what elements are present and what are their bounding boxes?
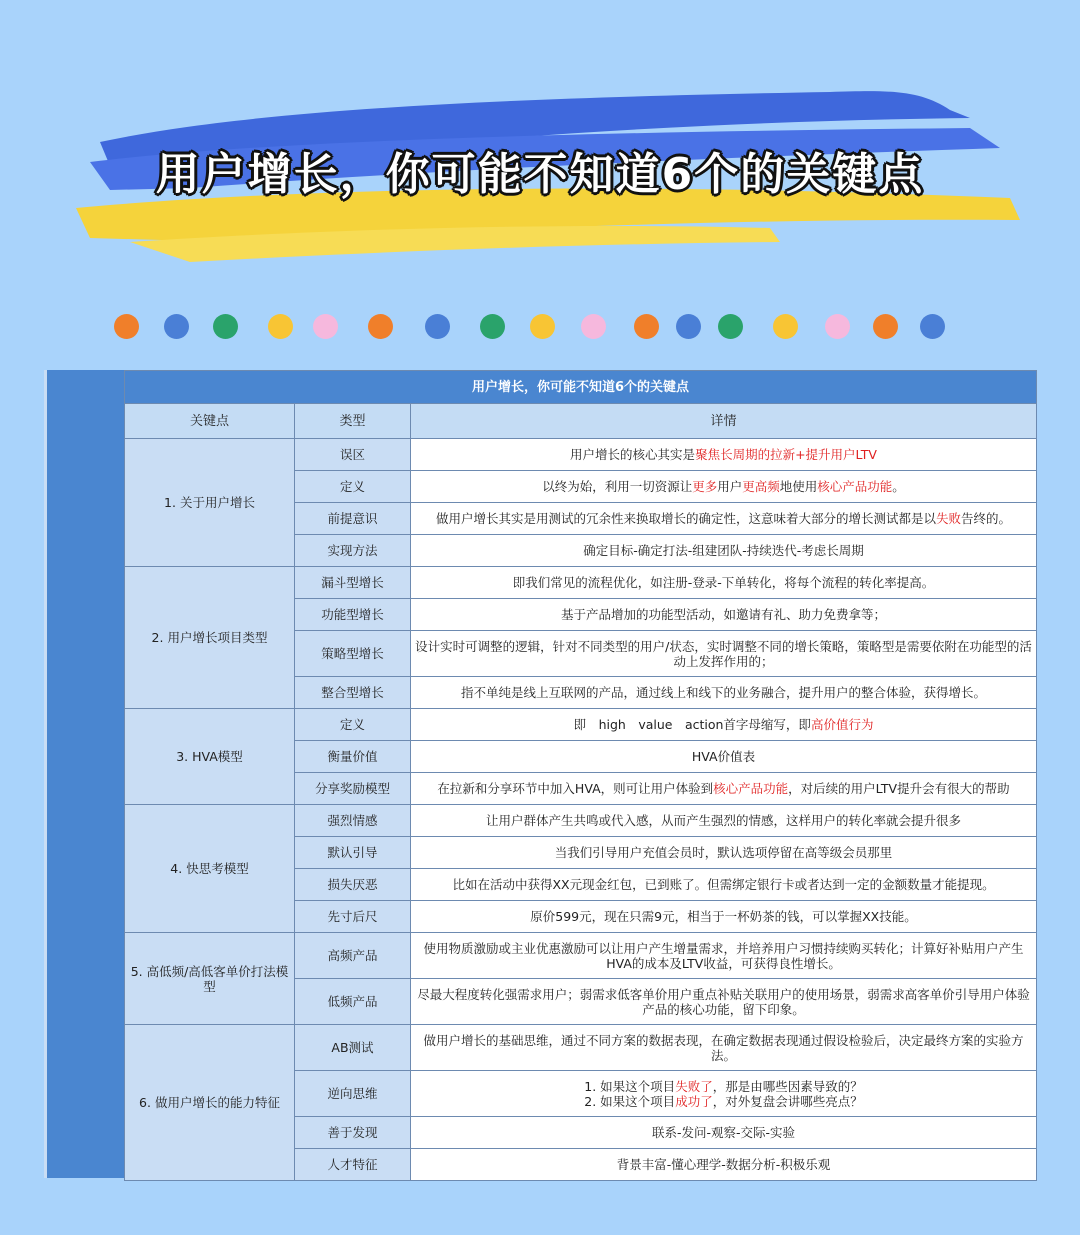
- detail-text: 基于产品增加的功能型活动，如邀请有礼、助力免费拿等；: [561, 607, 887, 622]
- detail-text: 地使用: [779, 479, 818, 494]
- detail-cell: [411, 1149, 1037, 1181]
- type-cell: 定义: [295, 709, 411, 741]
- detail-cell: [411, 805, 1037, 837]
- table-row: [125, 1025, 1037, 1071]
- type-cell: 漏斗型增长: [295, 567, 411, 599]
- detail-cell: [411, 631, 1037, 677]
- decor-dot: [773, 314, 798, 339]
- table-header-row: [125, 404, 1037, 439]
- decor-dot: [676, 314, 701, 339]
- table-row: [125, 439, 1037, 471]
- column-header-key-point: 关键点: [125, 404, 295, 439]
- highlight-text: 核心产品功能: [817, 479, 893, 494]
- type-cell: 衡量价值: [295, 741, 411, 773]
- key-point-cell: 3. HVA模型: [125, 709, 295, 805]
- detail-cell: [411, 773, 1037, 805]
- highlight-text: 核心产品功能: [713, 781, 789, 796]
- key-point-cell: 5. 高低频/高低客单价打法模型: [125, 933, 295, 1025]
- type-cell: AB测试: [295, 1025, 411, 1071]
- decor-dot: [425, 314, 450, 339]
- type-cell: 人才特征: [295, 1149, 411, 1181]
- spreadsheet: [44, 370, 1036, 1178]
- highlight-text: 更高频: [742, 479, 780, 494]
- decor-dot: [213, 314, 238, 339]
- detail-cell: [411, 503, 1037, 535]
- column-header-type: 类型: [295, 404, 411, 439]
- detail-text: 1. 如果这个项目: [584, 1078, 676, 1094]
- table-row: [125, 805, 1037, 837]
- dot-row: [114, 314, 974, 340]
- detail-text: 告终的。: [961, 511, 1012, 526]
- highlight-text: 失败了: [675, 1078, 713, 1094]
- decor-dot: [480, 314, 505, 339]
- detail-text: 。: [892, 479, 905, 494]
- decor-dot: [114, 314, 139, 339]
- sheet-side-stripe: [44, 370, 47, 1178]
- detail-text: 使用物质激励或主业优惠激励可以让用户产生增量需求，并培养用户习惯持续购买转化；计算好补贴用户产生HVA的成本及LTV收益，可获得良性增长。: [423, 940, 1024, 971]
- detail-cell: [411, 869, 1037, 901]
- highlight-text: 聚焦长周期的拉新+提升用户LTV: [695, 447, 877, 462]
- detail-text: 指不单纯是线上互联网的产品，通过线上和线下的业务融合，提升用户的整合体验，获得增长。: [461, 685, 987, 700]
- detail-text: 用户增长的核心其实是: [570, 447, 696, 462]
- decor-dot: [634, 314, 659, 339]
- detail-text: ，对外复盘会讲哪些亮点？: [712, 1093, 863, 1109]
- type-cell: 默认引导: [295, 837, 411, 869]
- table-title: 用户增长，你可能不知道6个的关键点: [125, 371, 1037, 404]
- decor-dot: [873, 314, 898, 339]
- decor-dot: [313, 314, 338, 339]
- highlight-text: 失败: [936, 511, 962, 526]
- decor-dot: [164, 314, 189, 339]
- key-point-cell: 2. 用户增长项目类型: [125, 567, 295, 709]
- highlight-text: 成功了: [675, 1093, 713, 1109]
- type-cell: 整合型增长: [295, 677, 411, 709]
- detail-cell: [411, 439, 1037, 471]
- type-cell: 损失厌恶: [295, 869, 411, 901]
- detail-cell: [411, 837, 1037, 869]
- type-cell: 逆向思维: [295, 1071, 411, 1117]
- detail-cell: [411, 979, 1037, 1025]
- detail-text: ，那是由哪些因素导致的？: [712, 1078, 863, 1094]
- detail-text: 即我们常见的流程优化，如注册-登录-下单转化，将每个流程的转化率提高。: [512, 575, 935, 590]
- decor-dot: [581, 314, 606, 339]
- detail-text: 在拉新和分享环节中加入HVA，则可让用户体验到: [437, 781, 714, 796]
- detail-cell: [411, 933, 1037, 979]
- detail-text: 让用户群体产生共鸣或代入感，从而产生强烈的情感，这样用户的转化率就会提升很多: [486, 813, 962, 828]
- detail-text: 做用户增长其实是用测试的冗余性来换取增长的确定性，这意味着大部分的增长测试都是以: [435, 511, 936, 526]
- key-point-cell: 1. 关于用户增长: [125, 439, 295, 567]
- type-cell: 强烈情感: [295, 805, 411, 837]
- detail-cell: [411, 1025, 1037, 1071]
- type-cell: 误区: [295, 439, 411, 471]
- type-cell: 策略型增长: [295, 631, 411, 677]
- detail-text: 确定目标-确定打法-组建团队-持续迭代-考虑长周期: [583, 543, 864, 558]
- detail-cell: [411, 599, 1037, 631]
- table-row: [125, 933, 1037, 979]
- detail-text: HVA价值表: [691, 749, 756, 764]
- decor-dot: [825, 314, 850, 339]
- highlight-text: 更多: [692, 479, 718, 494]
- type-cell: 先寸后尺: [295, 901, 411, 933]
- decor-dot: [718, 314, 743, 339]
- detail-text: 设计实时可调整的逻辑，针对不同类型的用户/状态，实时调整不同的增长策略，策略型是需要依附在功能型的活动上发挥作用的；: [415, 638, 1032, 669]
- detail-cell: [411, 1071, 1037, 1117]
- highlight-text: 高价值行为: [810, 717, 874, 732]
- detail-cell: [411, 709, 1037, 741]
- type-cell: 善于发现: [295, 1117, 411, 1149]
- detail-cell: [411, 535, 1037, 567]
- table-row: [125, 567, 1037, 599]
- decor-dot: [368, 314, 393, 339]
- detail-cell: [411, 471, 1037, 503]
- page-title: 用户增长，你可能不知道6个的关键点: [155, 149, 925, 200]
- key-points-table: [124, 370, 1037, 1181]
- detail-text: 2. 如果这个项目: [584, 1093, 676, 1109]
- key-point-cell: 6. 做用户增长的能力特征: [125, 1025, 295, 1181]
- type-cell: 前提意识: [295, 503, 411, 535]
- detail-cell: [411, 741, 1037, 773]
- detail-cell: [411, 677, 1037, 709]
- detail-text: 当我们引导用户充值会员时，默认选项停留在高等级会员那里: [554, 845, 893, 860]
- decor-dot: [920, 314, 945, 339]
- detail-text: 做用户增长的基础思维，通过不同方案的数据表现，在确定数据表现通过假设检验后，决定最终方案的实验方法。: [423, 1032, 1024, 1063]
- decor-dot: [530, 314, 555, 339]
- type-cell: 定义: [295, 471, 411, 503]
- detail-text: 原价599元，现在只需9元，相当于一杯奶茶的钱，可以掌握XX技能。: [530, 909, 917, 924]
- type-cell: 实现方法: [295, 535, 411, 567]
- detail-text: 比如在活动中获得XX元现金红包，已到账了。但需绑定银行卡或者达到一定的金额数量才能提现。: [452, 877, 995, 892]
- detail-cell: [411, 901, 1037, 933]
- column-header-detail: 详情: [411, 404, 1037, 439]
- detail-text: 即 high value action首字母缩写，即: [573, 717, 811, 732]
- type-cell: 高频产品: [295, 933, 411, 979]
- type-cell: 分享奖励模型: [295, 773, 411, 805]
- detail-cell: [411, 567, 1037, 599]
- detail-text: 背景丰富-懂心理学-数据分析-积极乐观: [616, 1157, 831, 1172]
- table-row: [125, 709, 1037, 741]
- detail-text: 以终为始，利用一切资源让: [542, 479, 693, 494]
- detail-cell: [411, 1117, 1037, 1149]
- type-cell: 低频产品: [295, 979, 411, 1025]
- sheet-side-column: [44, 370, 124, 1178]
- decor-dot: [268, 314, 293, 339]
- type-cell: 功能型增长: [295, 599, 411, 631]
- detail-text: 尽最大程度转化强需求用户；弱需求低客单价用户重点补贴关联用户的使用场景，弱需求高客单价引导用户体验产品的核心功能，留下印象。: [417, 986, 1030, 1017]
- detail-text: ，对后续的用户LTV提升会有很大的帮助: [788, 781, 1010, 796]
- detail-text: 用户: [717, 479, 743, 494]
- detail-text: 联系-发问-观察-交际-实验: [651, 1125, 796, 1140]
- table-title-row: [125, 371, 1037, 404]
- key-point-cell: 4. 快思考模型: [125, 805, 295, 933]
